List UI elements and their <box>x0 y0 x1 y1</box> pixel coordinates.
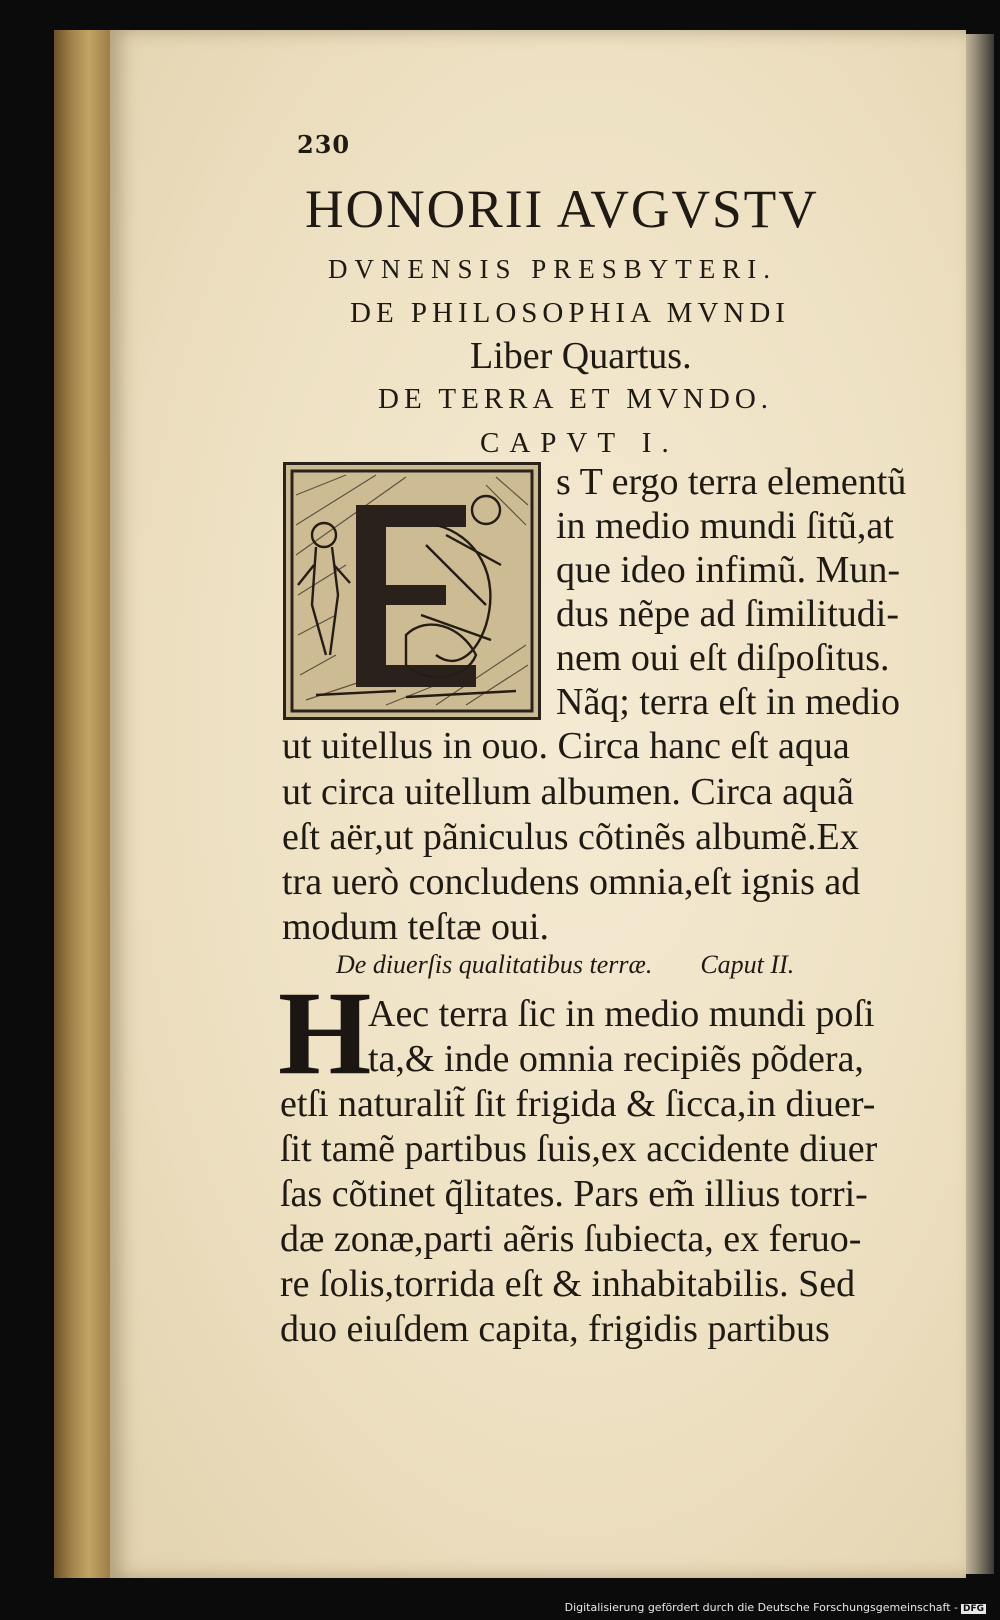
text-line: modum teſtæ oui. <box>282 906 550 948</box>
text-line: dæ zonæ,parti aẽris ſubiecta, ex feruo- <box>280 1218 862 1260</box>
text-line: Aec terra ſic in medio mundi poſi <box>368 993 875 1035</box>
text-line: ta,& inde omnia recipiẽs põdera, <box>368 1038 864 1080</box>
text-line: duo eiuſdem capita, frigidis partibus <box>280 1308 830 1350</box>
page-number: 230 <box>297 130 351 159</box>
text-line: in medio mundi ſitũ,at <box>556 505 894 547</box>
text-line: Nãq; terra eſt in medio <box>556 681 900 723</box>
text-line: nem oui eſt diſpoſitus. <box>556 637 890 679</box>
rubric-caput: Caput II. <box>700 950 795 979</box>
text-line: re ſolis,torrida eſt & inhabitabilis. Sed <box>280 1263 856 1305</box>
heading-line-6: CAPVT I. <box>480 427 679 459</box>
initial-letter-h: H <box>278 966 372 1099</box>
heading-line-4: Liber Quartus. <box>470 335 692 377</box>
text-line: que ideo infimũ. Mun- <box>556 549 901 591</box>
text-line: tra uerò concludens omnia,eſt ignis ad <box>282 861 861 903</box>
dfg-logo: DFG <box>962 1604 984 1614</box>
book-spine <box>54 30 114 1578</box>
heading-line-3: DE PHILOSOPHIA MVNDI <box>350 297 790 329</box>
heading-line-5: DE TERRA ET MVNDO. <box>378 383 774 415</box>
text-line: ut uitellus in ouo. Circa hanc eſt aqua <box>282 725 850 767</box>
page-edge <box>962 34 994 1574</box>
text-line: dus nẽpe ad ſimilitudi- <box>556 593 900 635</box>
text-line: s T ergo terra elementũ <box>556 461 907 503</box>
heading-line-1: HONORII AVGVSTV <box>305 179 819 239</box>
heading-line-2: DVNENSIS PRESBYTERI. <box>328 254 778 284</box>
chapter-rubric <box>336 950 794 980</box>
woodcut-initial-e <box>283 462 541 720</box>
text-line: eſt aër,ut pãniculus cõtinẽs albumẽ.Ex <box>282 816 859 858</box>
text-line: ut circa uitellum albumen. Circa aquã <box>282 771 854 813</box>
text-line: etſi naturalit̃ ſit frigida & ſicca,in diuer- <box>280 1083 876 1125</box>
credit-text: Digitalisierung gefördert durch die Deutsche Forschungsgemeinschaft - <box>564 1601 958 1614</box>
text-line: ſas cõtinet q̃litates. Pars em̃ illius torri- <box>280 1173 868 1215</box>
rubric-title: De diuerſis qualitatibus terræ. <box>336 950 653 979</box>
digitization-credit <box>565 1601 986 1614</box>
text-line: ſit tamẽ partibus ſuis,ex accidente diuer <box>280 1128 878 1170</box>
